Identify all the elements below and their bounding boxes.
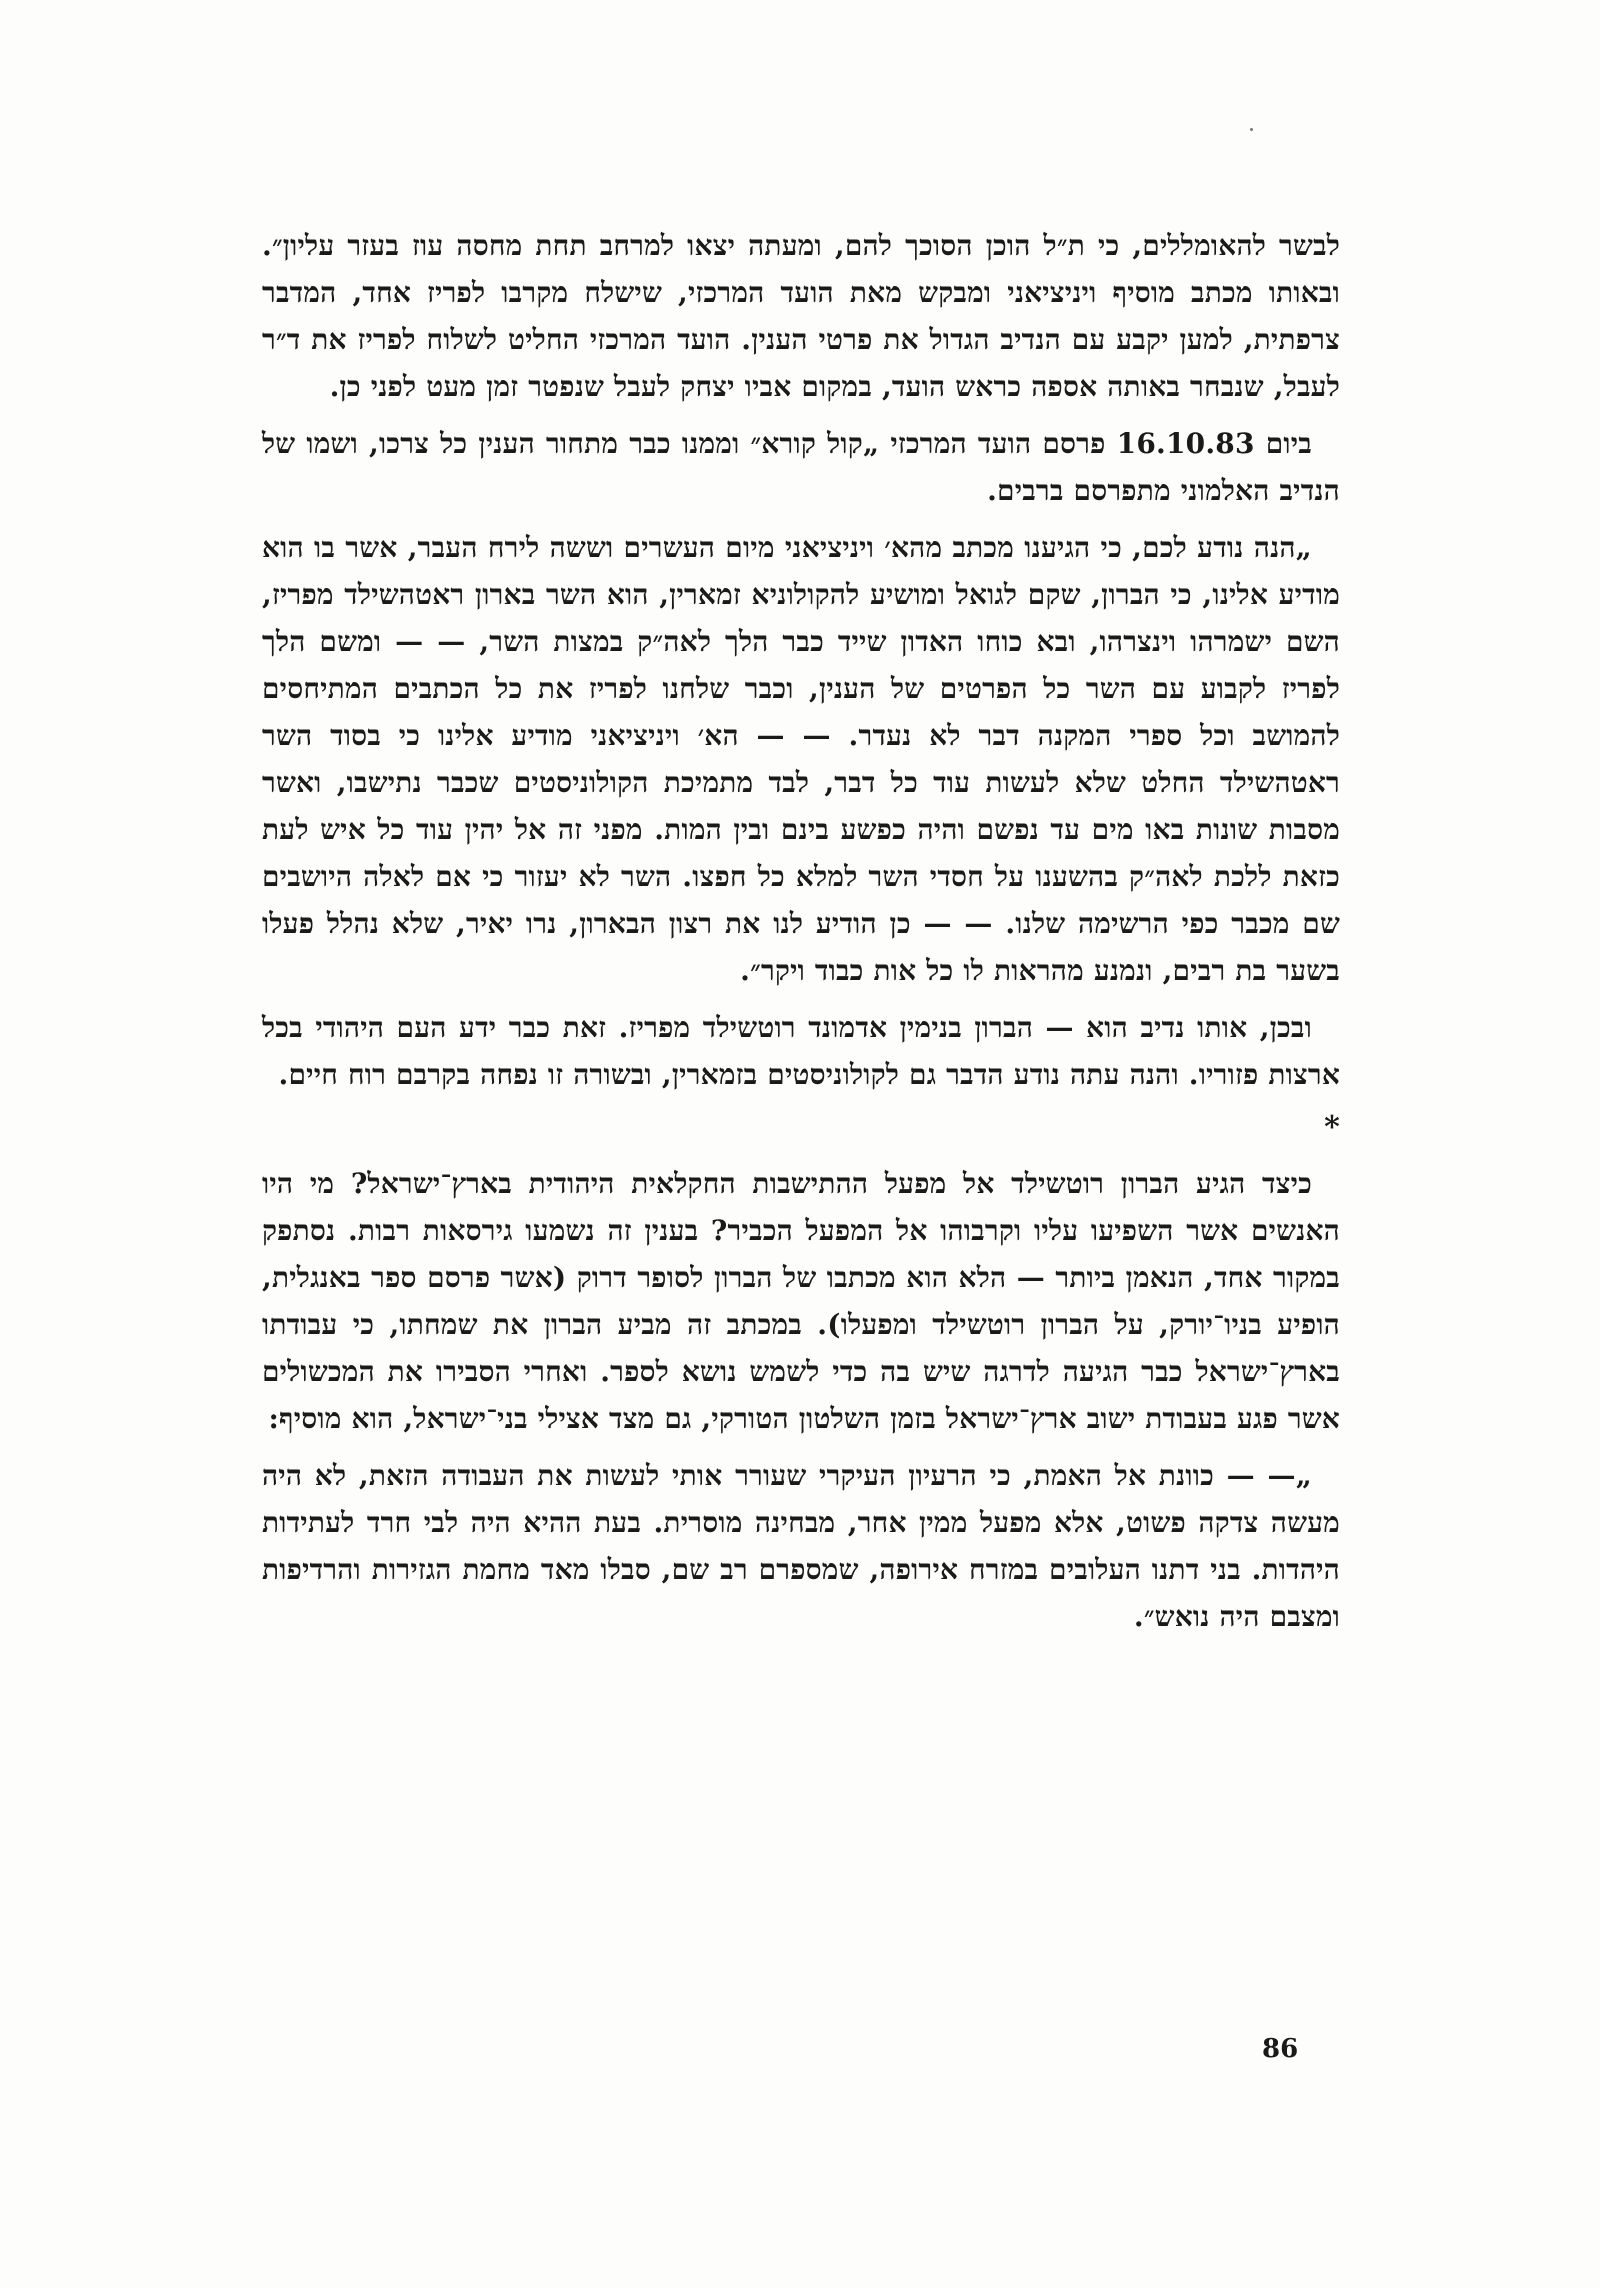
section-separator: *: [1324, 1110, 1340, 1145]
paragraph-2: ביום 16.10.83 פרסם הועד המרכזי „קול קורא״ וממנו כבר מתחור הענין כל צרכו, ושמו של הנדיב האלמוני מתפרסם ברבים.: [262, 427, 1340, 507]
paragraph-4: ובכן, אותו נדיב הוא — הברון בנימין אדמונד רוטשילד מפריז. זאת כבר ידע העם היהודי בכל ארצות פזוריו. והנה עתה נודע הדבר גם לקולוניסטים בזמארין, ובשורה זו נפחה בקרבם רוח חיים.: [262, 1011, 1340, 1091]
paragraph-5: כיצד הגיע הברון רוטשילד אל מפעל ההתישבות החקלאית היהודית בארץ־ישראל? מי היו האנשים אשר השפיעו עליו וקרבוהו אל המפעל הכביר? בענין זה נשמעו גירסאות רבות. נסתפק במקור אחד, הנאמן ביותר — הלא הוא מכתבו של הברון לסופר דרוק (אשר פרסם ספר באנגלית, הופיע בניו־יורק, על הברון רוטשילד ומפעלו). במכתב זה מביע הברון את שמחתו, כי עבודתו בארץ־ישראל כבר הגיעה לדרגה שיש בה כדי לשמש נושא לספר. ואחרי הסבירו את המכשולים אשר פגע בעבודת ישוב ארץ־ישראל בזמן השלטון הטורקי, גם מצד אצילי בני־ישראל, הוא מוסיף:: [262, 1167, 1340, 1435]
paragraph-1: לבשר להאומללים, כי ת״ל הוכן הסוכך להם, ומעתה יצאו למרחב תחת מחסה עוז בעזר עליון״. ובאותו מכתב מוסיף ויניציאני ומבקש מאת הועד המרכזי, שישלח מקרבו לפריז אחד, המדבר צרפתית, למען יקבע עם הנדיב הגדול את פרטי הענין. הועד המרכזי החליט לשלוח לפריז את ד״ר לעבל, שנבחר באותה אספה כראש הועד, במקום אביו יצחק לעבל שנפטר זמן מעט לפני כן.: [262, 229, 1340, 403]
scan-speck: [1250, 128, 1253, 131]
paragraph-6: „— — כוונת אל האמת, כי הרעיון העיקרי שעורר אותי לעשות את העבודה הזאת, לא היה מעשה צדקה פשוט, אלא מפעל ממין אחר, מבחינה מוסרית. בעת ההיא היה לבי חרד לעתידות היהדות. בני דתנו העלובים במזרח אירופה, שמספרם רב שם, סבלו מאד מחמת הגזירות והרדיפות ומצבם היה נואש״.: [262, 1459, 1340, 1633]
body-text: [262, 222, 1340, 1650]
page-number: 86: [1262, 2034, 1299, 2064]
paragraph-3: „הנה נודע לכם, כי הגיענו מכתב מהא׳ ויניציאני מיום העשרים וששה לירח העבר, אשר בו הוא מודיע אלינו, כי הברון, שקם לגואל ומושיע להקולוניא זמארין, הוא השר בארון ראטהשילד מפריז, השם ישמרהו וינצרהו, ובא כוחו האדון שייד כבר הלך לאה״ק במצות השר, — — ומשם הלך לפריז לקבוע עם השר כל הפרטים של הענין, וכבר שלחנו לפריז את כל הכתבים המתיחסים להמושב וכל ספרי המקנה דבר לא נעדר. — — הא׳ ויניציאני מודיע אלינו כי בסוד השר ראטהשילד החלט שלא לעשות עוד כל דבר, לבד מתמיכת הקולוניסטים שכבר נתישבו, ואשר מסבות שונות באו מים עד נפשם והיה כפשע בינם ובין המות. מפני זה אל יהין עוד כל איש לעת כזאת ללכת לאה״ק בהשענו על חסדי השר למלא כל חפצו. השר לא יעזור כי אם לאלה היושבים שם מכבר כפי הרשימה שלנו. — — כן הודיע לנו את רצון הבארון, נרו יאיר, שלא נהלל פעלו בשער בת רבים, ונמנע מהראות לו כל אות כבוד ויקר״.: [262, 531, 1340, 987]
